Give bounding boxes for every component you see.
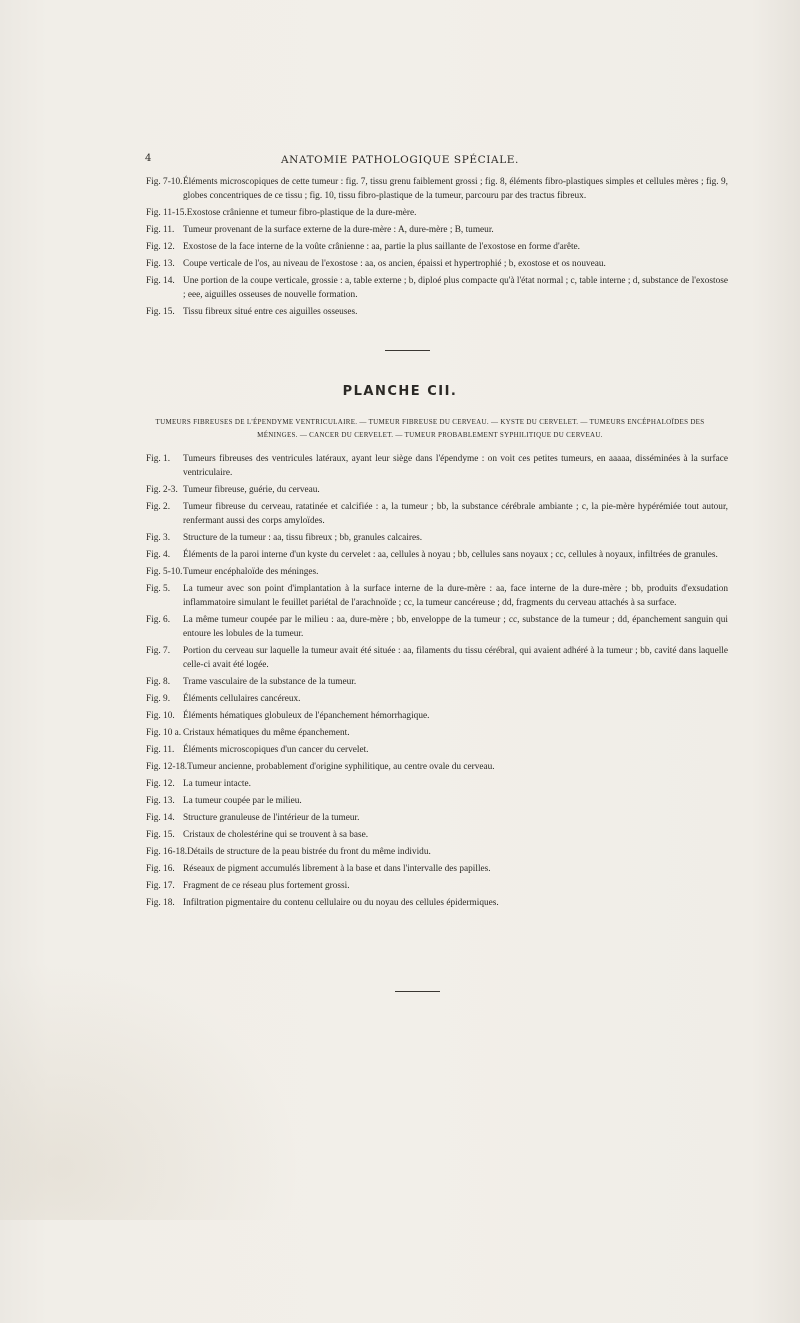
figure-description: Éléments de la paroi interne d'un kyste du cervelet : aa, cellules à noyau ; bb, cellules sans noyaux ; cc, cellules à noyaux, infiltrées de granules. xyxy=(183,550,718,560)
figure-label: Fig. 3. xyxy=(146,533,171,543)
figure-caption xyxy=(146,828,728,842)
figure-label: Fig. 15. xyxy=(146,830,175,840)
figure-description: La tumeur avec son point d'implantation à la surface interne de la dure-mère : aa, face interne de la dure-mère ; bb, produits d'exsudation inflammatoire simulant le feuillet pariétal de l'arachnoïde ; cc, la tumeur cancéreuse ; dd, fragments du cerveau attachés à sa surface. xyxy=(183,584,728,608)
figure-caption xyxy=(146,206,728,220)
figure-caption xyxy=(146,675,728,689)
page-number: 4 xyxy=(145,153,152,164)
figure-caption xyxy=(146,709,728,723)
figure-caption xyxy=(146,644,728,672)
figure-description: Tumeur ancienne, probablement d'origine syphilitique, au centre ovale du cerveau. xyxy=(187,762,495,772)
figure-caption xyxy=(146,257,728,271)
figure-caption xyxy=(146,613,728,641)
figure-label: Fig. 12. xyxy=(146,779,175,789)
figure-label: Fig. 9. xyxy=(146,694,171,704)
figure-label: Fig. 2-3. xyxy=(146,485,178,495)
figure-description: La tumeur coupée par le milieu. xyxy=(183,796,302,806)
figure-label: Fig. 6. xyxy=(146,615,171,625)
figure-description: Réseaux de pigment accumulés librement à la base et dans l'intervalle des papilles. xyxy=(183,864,491,874)
figure-description: Tumeur fibreuse du cerveau, ratatinée et calcifiée : a, la tumeur ; bb, la substance cérébrale ambiante ; c, la pie-mère hypérémiée tout autour, renfermant aussi des corps amyloïdes. xyxy=(183,502,728,526)
figure-label: Fig. 12. xyxy=(146,242,175,252)
section-divider xyxy=(385,350,430,351)
figure-description: Structure granuleuse de l'intérieur de la tumeur. xyxy=(183,813,360,823)
figure-label: Fig. 16-18. xyxy=(146,847,188,857)
figure-caption xyxy=(146,274,728,302)
figure-description: Éléments microscopiques de cette tumeur : fig. 7, tissu grenu faiblement grossi ; fig. 8, éléments fibro-plastiques simples et cellules mères ; fig. 9, globes concentriques de ce tissu ; fig. 10, tissu fibro-plastique de la tumeur, parcouru par des tractus fibreux. xyxy=(183,177,728,201)
figure-label: Fig. 10. xyxy=(146,711,175,721)
figure-caption xyxy=(146,565,728,579)
figure-label: Fig. 13. xyxy=(146,259,175,269)
figure-label: Fig. 4. xyxy=(146,550,171,560)
end-divider xyxy=(395,991,440,992)
figure-description: Trame vasculaire de la substance de la tumeur. xyxy=(183,677,357,687)
figure-description: Détails de structure de la peau bistrée du front du même individu. xyxy=(187,847,431,857)
figure-caption xyxy=(146,483,728,497)
figure-description: La tumeur intacte. xyxy=(183,779,251,789)
running-head: ANATOMIE PATHOLOGIQUE SPÉCIALE. xyxy=(280,154,519,166)
figure-label: Fig. 7. xyxy=(146,646,171,656)
plate-figure-list xyxy=(146,452,728,913)
figure-description: Tumeur fibreuse, guérie, du cerveau. xyxy=(183,485,320,495)
figure-caption xyxy=(146,500,728,528)
figure-label: Fig. 16. xyxy=(146,864,175,874)
figure-label: Fig. 1. xyxy=(146,454,171,464)
figure-label: Fig. 10 a. xyxy=(146,728,182,738)
figure-label: Fig. 5. xyxy=(146,584,171,594)
figure-caption xyxy=(146,862,728,876)
figure-label: Fig. 5-10. xyxy=(146,567,183,577)
figure-caption xyxy=(146,743,728,757)
figure-caption xyxy=(146,692,728,706)
figure-description: La même tumeur coupée par le milieu : aa, dure-mère ; bb, enveloppe de la tumeur ; cc, substance de la tumeur ; dd, épanchement sanguin qui entoure les lobules de la tumeur. xyxy=(183,615,728,639)
figure-description: Infiltration pigmentaire du contenu cellulaire ou du noyau des cellules épidermiques. xyxy=(183,898,499,908)
figure-description: Structure de la tumeur : aa, tissu fibreux ; bb, granules calcaires. xyxy=(183,533,423,543)
figure-label: Fig. 7-10. xyxy=(146,177,183,187)
previous-plate-figure-list xyxy=(146,175,728,322)
figure-label: Fig. 17. xyxy=(146,881,175,891)
figure-caption xyxy=(146,879,728,893)
figure-caption xyxy=(146,794,728,808)
figure-description: Fragment de ce réseau plus fortement grossi. xyxy=(183,881,350,891)
figure-caption xyxy=(146,452,728,480)
figure-description: Cristaux hématiques du même épanchement. xyxy=(183,728,350,738)
figure-label: Fig. 12-18. xyxy=(146,762,188,772)
figure-description: Tumeur encéphaloïde des méninges. xyxy=(183,567,319,577)
figure-description: Éléments hématiques globuleux de l'épanchement hémorrhagique. xyxy=(183,711,430,721)
figure-label: Fig. 14. xyxy=(146,813,175,823)
figure-description: Portion du cerveau sur laquelle la tumeur avait été située : aa, filaments du tissu cérébral, qui avaient adhéré à la tumeur ; bb, cavité dans laquelle celle-ci avait été logée. xyxy=(183,646,728,670)
plate-title: PLANCHE CII. xyxy=(342,384,458,399)
figure-caption xyxy=(146,845,728,859)
figure-caption xyxy=(146,777,728,791)
figure-description: Une portion de la coupe verticale, grossie : a, table externe ; b, diploé plus compacte qu'à l'état normal ; c, table interne ; d, substance de l'exostose ; eee, aiguilles osseuses de nouvelle formation. xyxy=(183,276,728,300)
figure-description: Éléments microscopiques d'un cancer du cervelet. xyxy=(183,745,369,755)
figure-description: Exostose de la face interne de la voûte crânienne : aa, partie la plus saillante de l'exostose en forme d'arête. xyxy=(183,242,581,252)
figure-label: Fig. 15. xyxy=(146,307,175,317)
figure-label: Fig. 11. xyxy=(146,225,175,235)
paper-stain xyxy=(0,960,300,1220)
figure-label: Fig. 11-15. xyxy=(146,208,187,218)
figure-caption xyxy=(146,811,728,825)
figure-caption xyxy=(146,582,728,610)
figure-label: Fig. 13. xyxy=(146,796,175,806)
figure-description: Tissu fibreux situé entre ces aiguilles osseuses. xyxy=(183,307,358,317)
figure-caption xyxy=(146,240,728,254)
figure-label: Fig. 11. xyxy=(146,745,175,755)
figure-description: Éléments cellulaires cancéreux. xyxy=(183,694,301,704)
figure-label: Fig. 2. xyxy=(146,502,171,512)
figure-description: Tumeur provenant de la surface externe de la dure-mère : A, dure-mère ; B, tumeur. xyxy=(183,225,494,235)
plate-subheading: TUMEURS FIBREUSES DE L'ÉPENDYME VENTRICULAIRE. — TUMEUR FIBREUSE DU CERVEAU. — KYSTE DU CERVELET. — TUMEURS ENCÉPHALOÏDES DES MÉNINGES. — CANCER DU CERVELET. — TUMEUR PROBABLEMENT SYPHILITIQUE DU CERVEAU. xyxy=(155,418,705,439)
figure-caption xyxy=(146,175,728,203)
figure-description: Exostose crânienne et tumeur fibro-plastique de la dure-mère. xyxy=(186,208,417,218)
figure-caption xyxy=(146,305,728,319)
figure-caption xyxy=(146,548,728,562)
figure-caption xyxy=(146,726,728,740)
figure-caption xyxy=(146,896,728,910)
figure-label: Fig. 18. xyxy=(146,898,175,908)
figure-caption xyxy=(146,223,728,237)
figure-description: Coupe verticale de l'os, au niveau de l'exostose : aa, os ancien, épaissi et hypertrophié ; b, exostose et os nouveau. xyxy=(183,259,606,269)
figure-caption xyxy=(146,531,728,545)
figure-description: Cristaux de cholestérine qui se trouvent à sa base. xyxy=(183,830,369,840)
figure-caption xyxy=(146,760,728,774)
figure-description: Tumeurs fibreuses des ventricules latéraux, ayant leur siège dans l'épendyme : on voit ces petites tumeurs, en aaaaa, disséminées à la surface ventriculaire. xyxy=(183,454,728,478)
figure-label: Fig. 14. xyxy=(146,276,175,286)
figure-label: Fig. 8. xyxy=(146,677,171,687)
